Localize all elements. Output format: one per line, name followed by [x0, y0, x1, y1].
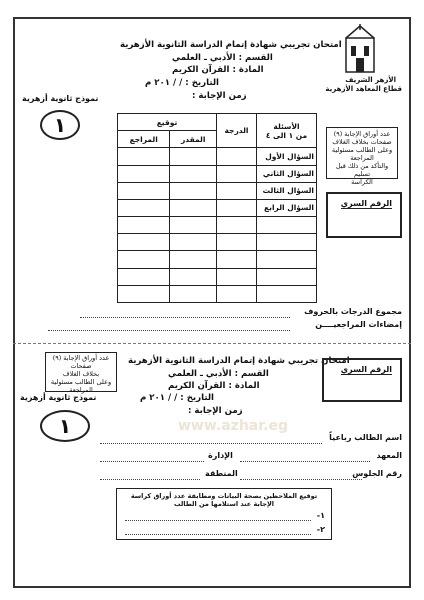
lower-model-label: نموذج ثانوية أزهرية	[20, 393, 97, 402]
table-row: السؤال الثاني	[118, 165, 317, 182]
notice-line: صفحات بخلاف الغلاف	[332, 138, 392, 146]
notice-line: الكراسة	[351, 178, 373, 186]
lower-secret-number-label: الرقم السري	[340, 365, 392, 374]
secret-number-box	[326, 192, 402, 238]
table-row: السؤال الثالث	[118, 182, 317, 199]
exam-subject: المادة : القرآن الكريم	[172, 65, 264, 75]
notice-box	[326, 127, 398, 186]
table-row	[118, 234, 317, 251]
observer-2-label: ٢-	[316, 525, 325, 534]
exam-time: زمن الإجابة :	[192, 91, 247, 101]
lower-exam-time: زمن الإجابة :	[188, 406, 243, 416]
lower-exam-section: القسم : الأدبي ـ العلمي	[168, 369, 269, 379]
seat-number-label: رقم الجلوس	[352, 469, 402, 478]
logo-bottom-line: قطاع المعاهد الأزهرية	[325, 85, 402, 93]
administration-field[interactable]	[100, 461, 204, 462]
signature-col-reviewer: المراجع	[118, 131, 170, 148]
lower-model-number: ١	[40, 410, 90, 442]
table-row: السؤال الأول	[118, 148, 317, 165]
notice-line: المراجعة	[350, 154, 374, 162]
reviewers-line[interactable]	[48, 330, 290, 331]
table-row	[118, 285, 317, 302]
observer-1-label: ١-	[316, 511, 325, 520]
institute-field[interactable]	[240, 461, 370, 462]
institute-label: المعهد	[376, 451, 402, 460]
logo-top-line: الأزهر الشريف	[345, 76, 396, 84]
signature-header: توقيع	[118, 114, 217, 131]
table-row	[118, 217, 317, 234]
reviewers-label: إمضاءات المراجعيــــن	[315, 320, 402, 329]
separator	[13, 343, 411, 344]
region-label: المنطقة	[205, 469, 238, 478]
signature-col-estimator: المقدر	[170, 131, 217, 148]
student-name-label: اسم الطالب رباعياً	[329, 433, 402, 442]
observers-note: توقيع الملاحظين بصحة البيانات ومطابقة عدد أوراق كراسة الإجابة عند استلامها من الطالب	[130, 492, 318, 508]
azhar-logo-icon	[340, 24, 380, 76]
region-field[interactable]	[100, 479, 200, 480]
notice-line: وعلى الطالب مسئولية	[331, 146, 393, 154]
watermark-text: www.azhar.eg	[178, 418, 288, 434]
lower-secret-number-box	[322, 358, 402, 402]
observers-box	[116, 488, 332, 540]
model-label: نموذج ثانوية أزهرية	[22, 94, 99, 103]
table-row	[118, 251, 317, 268]
notice-line: عدد أوراق الإجابة (٩)	[333, 130, 391, 138]
sum-grades-line[interactable]	[80, 317, 290, 318]
grades-table	[117, 113, 317, 303]
lower-exam-subject: المادة : القرآن الكريم	[168, 381, 260, 391]
observer-2-field[interactable]	[125, 534, 311, 535]
exam-date: التاريخ : / / ٢٠١ م	[145, 78, 220, 88]
grade-header: الدرجة	[217, 114, 257, 148]
exam-title: امتحان تجريبي شهادة إتمام الدراسة الثانوية الأزهرية	[120, 40, 342, 50]
sum-grades-label: مجموع الدرجات بالحروف	[304, 307, 402, 316]
lower-exam-title: امتحان تجريبي شهادة إتمام الدراسة الثانوية الأزهرية	[128, 356, 350, 366]
observer-1-field[interactable]	[125, 520, 311, 521]
lower-notice-box: عدد أوراق الإجابة (٩) صفحات بخلاف الغلاف وعلى الطالب مسئولية المراجعة	[45, 352, 117, 392]
questions-header: الأسئلة من ١ الى ٤	[257, 114, 317, 148]
administration-label: الإدارة	[208, 451, 233, 460]
lower-exam-date: التاريخ : / / ٢٠١ م	[140, 393, 215, 403]
notice-line: والتأكد من ذلك قبل تسليم	[335, 162, 389, 178]
exam-section: القسم : الأدبي ـ العلمي	[172, 53, 273, 63]
seat-number-field[interactable]	[240, 479, 362, 480]
secret-number-label: الرقم السري	[340, 199, 392, 208]
model-number: ١	[40, 110, 80, 140]
student-name-field[interactable]	[100, 443, 322, 444]
table-row	[118, 268, 317, 285]
table-row: السؤال الرابع	[118, 199, 317, 216]
